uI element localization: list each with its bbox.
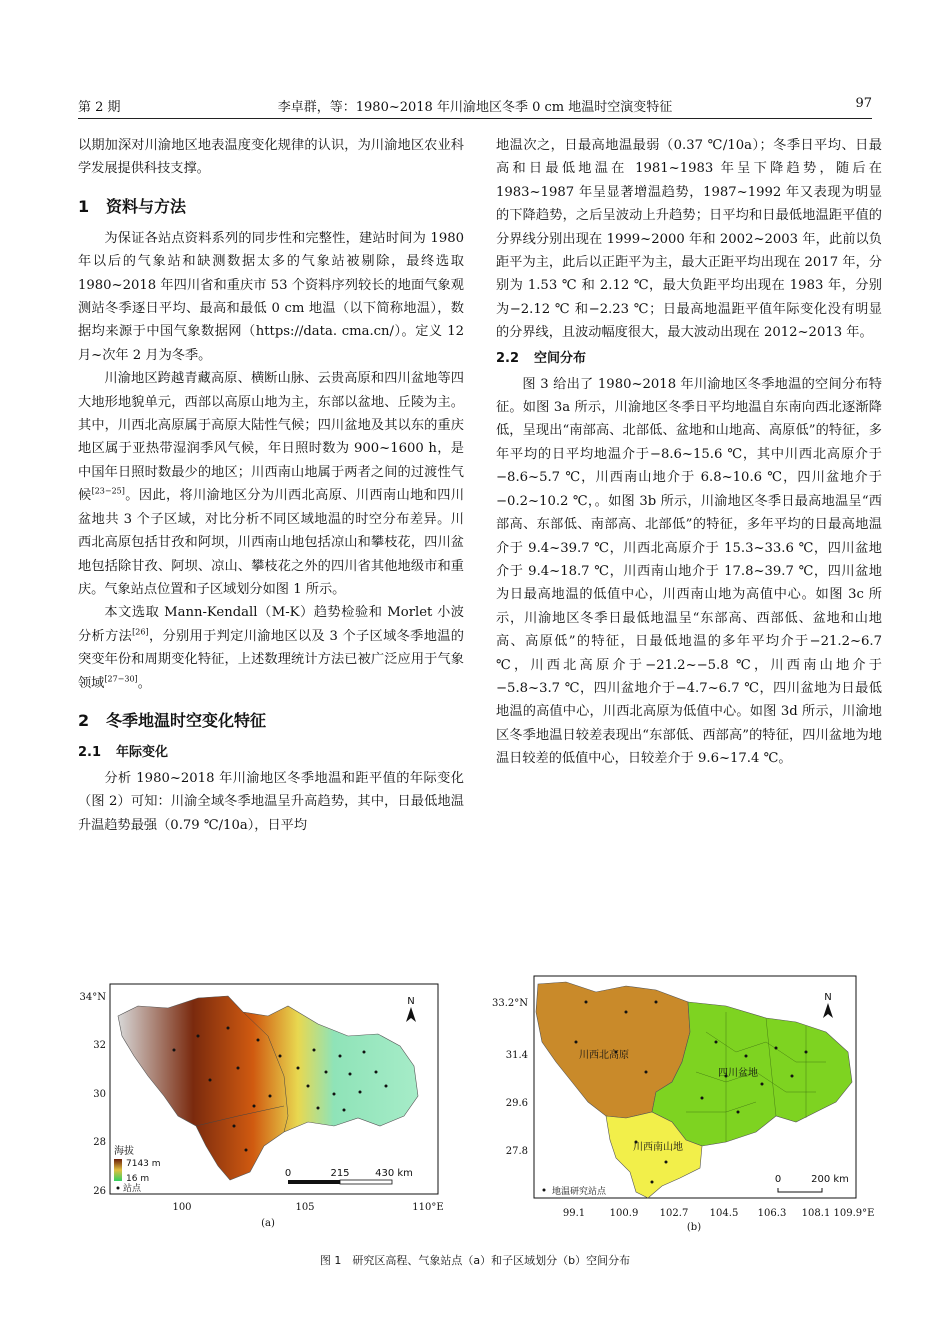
- lat-label: 32: [93, 1040, 106, 1051]
- figure-1a-elevation-map: [78, 976, 450, 1234]
- running-header: [78, 92, 872, 119]
- svg-text:地温研究站点: 地温研究站点: [552, 1187, 607, 1197]
- lon-label: 99.1: [562, 1208, 586, 1219]
- lon-label: 110°E: [412, 1202, 444, 1213]
- lon-label: 100: [172, 1202, 192, 1213]
- lat-label: 33.2°N: [491, 998, 528, 1009]
- paragraph-interannual-cont: 地温次之，日最高地温最弱（0.37 ℃/10a）；冬季日平均、日最高和日最低地温在 1981~1983 年呈下降趋势，随后在 1983~1987 年呈显著增温趋势，1987~1992 年又表现为明显的下降趋势，之后呈波动上升趋势；日平均和日最低地温距平值的分界线分别出现在 1999~2000 年和 2002~2003 年，此前以负距平为主，此后以正距平为主，最大正距平均出现在 2017 年，分别为 1.53 ℃ 和 2.12 ℃，最大负距平均出现在 1983 年，分别为−2.12 ℃ 和−2.23 ℃；日最高地温距平值年际变化没有明显的分界线，且波动幅度很大，最大波动出现在 2012~2013 年。: [496, 138, 882, 341]
- lat-label: 31.4: [505, 1050, 528, 1061]
- svg-text:16 m: 16 m: [126, 1174, 150, 1184]
- lat-label: 26: [93, 1186, 106, 1197]
- region-label-sw: 川西南山地: [633, 1142, 683, 1153]
- svg-text:0: 0: [774, 1174, 782, 1185]
- svg-text:200 km: 200 km: [811, 1174, 849, 1185]
- section-2-heading: 2 冬季地温时空变化特征: [78, 710, 267, 730]
- citation[interactable]: [26]: [132, 627, 149, 637]
- lat-label: 30: [93, 1089, 106, 1100]
- lon-label: 108.1: [801, 1208, 831, 1219]
- paragraph-region: 川渝地区跨越青藏高原、横断山脉、云贵高原和四川盆地等四大地形地貌单元，西部以高原山地为主，东部以盆地、丘陵为主。其中，川西北高原属于高原大陆性气候；四川盆地及其以东的重庆地区属于亚热带湿润季风气候，年日照时数为 900~1600 h，是中国年日照时数最少的地区；川西南山地属于两者之间的过渡性气候[23−25]。因此，将川渝地区分为川西北高原、川西南山地和四川盆地共 3 个子区域，对比分析不同区域地温的时空分布差异。川西北高原包括甘孜和阿坝，川西南山地包括凉山和攀枝花，四川盆地包括除甘孜、阿坝、凉山、攀枝花之外的四川省其他地级市和重庆。气象站点位置和子区域划分如图 1 所示。: [78, 371, 465, 597]
- lat-label: 34°N: [79, 992, 106, 1003]
- svg-text:7143 m: 7143 m: [126, 1159, 161, 1169]
- paragraph-intro-end: 以期加深对川渝地区地表温度变化规律的认识，为川渝地区农业科学发展提供科技支撑。: [78, 138, 464, 177]
- lon-label: 100.9: [609, 1208, 639, 1219]
- paragraph-interannual: 分析 1980~2018 年川渝地区冬季地温和距平值的年际变化（图 2）可知：川渝全域冬季地温呈升高趋势，其中，日最低地温升温趋势最强（0.79 ℃/10a），日平均: [78, 770, 464, 833]
- section-1-heading: 1 资料与方法: [78, 196, 187, 216]
- lon-label: 105: [295, 1202, 315, 1213]
- svg-text:N: N: [824, 992, 832, 1003]
- figure-caption: 图 1 研究区高程、气象站点（a）和子区域划分（b）空间分布: [319, 1254, 631, 1267]
- lat-label: 27.8: [505, 1146, 528, 1157]
- region-label-nw: 川西北高原: [579, 1050, 629, 1061]
- lon-label: 102.7: [659, 1208, 689, 1219]
- svg-text:海拔: 海拔: [114, 1146, 134, 1157]
- issue-number: 第 2 期: [78, 100, 121, 115]
- right-column: [496, 134, 882, 771]
- lon-label: 106.3: [757, 1208, 787, 1219]
- left-column: [78, 134, 464, 837]
- citation[interactable]: [23−25]: [91, 486, 125, 496]
- figure-1b-subregion-map: [476, 972, 880, 1234]
- svg-text:430 km: 430 km: [375, 1168, 413, 1179]
- panel-label: (b): [686, 1222, 702, 1233]
- svg-text:215: 215: [330, 1168, 350, 1179]
- svg-text:0: 0: [284, 1168, 292, 1179]
- region-label-basin: 四川盆地: [718, 1068, 758, 1079]
- paragraph-spatial: 图 3 给出了 1980~2018 年川渝地区冬季地温的空间分布特征。如图 3a 所示，川渝地区冬季日平均地温自东南向西北逐渐降低，呈现出“南部高、北部低、盆地和山地高、高原低”的特征，多年平均的日平均地温介于−8.6~15.6 ℃，其中川西北高原介于−8.6~5.7 ℃，川西南山地介于 6.8~10.6 ℃，四川盆地介于−0.2~10.2 ℃，。如图 3b 所示，川渝地区冬季日最高地温呈“西部高、东部低、南部高、北部低”的特征，多年平均的日最高地温介于 9.4~39.7 ℃，川西北高原介于 15.3~33.6 ℃，四川盆地介于 9.4~18.7 ℃，川西南山地介于 17.8~39.7 ℃，四川盆地为日最高地温的低值中心，川西南山地为高值中心。如图 3c 所示，川渝地区冬季日最低地温呈“东部高、西部低、盆地和山地高、高原低”的特征，日最低地温的多年平均介于−21.2~6.7 ℃，川西北高原介于−21.2~−5.8 ℃，川西南山地介于−5.8~3.7 ℃，四川盆地介于−4.7~6.7 ℃，四川盆地为日最低地温的高值中心，川西北高原为低值中心。如图 3d 所示，川渝地区冬季地温日较差表现出“东部低、西部高”的特征，四川盆地为地温日较差的低值中心，日较差介于 9.6~17.4 ℃。: [496, 376, 882, 767]
- page-number: 97: [855, 96, 872, 111]
- citation[interactable]: [27−30]: [104, 674, 138, 684]
- svg-text:N: N: [407, 996, 415, 1007]
- section-2-2-heading: 2.2 空间分布: [496, 350, 587, 366]
- lon-label: 109.9°E: [833, 1208, 875, 1219]
- svg-text:站点: 站点: [123, 1184, 142, 1194]
- lat-label: 28: [93, 1137, 106, 1148]
- paragraph-data: 为保证各站点资料系列的同步性和完整性，建站时间为 1980 年以后的气象站和缺测数据太多的气象站被剔除，最终选取 1980~2018 年四川省和重庆市 53 个资料序列较长的地面气象观测站冬季逐日平均、最高和最低 0 cm 地温（以下简称地温），数据均来源于中国气象数据网（https://data. cma.cn/）。定义 12 月~次年 2 月为冬季。: [78, 230, 464, 363]
- station-legend: [543, 1185, 608, 1197]
- lat-label: 29.6: [505, 1098, 528, 1109]
- paragraph-methods: 本文选取 Mann-Kendall（M-K）趋势检验和 Morlet 小波分析方法[26]，分别用于判定川渝地区以及 3 个子区域冬季地温的突变年份和周期变化特征，上述数理统计方法已被广泛应用于气象领域[27−30]。: [78, 605, 464, 691]
- running-title: 李卓群，等：1980~2018 年川渝地区冬季 0 cm 地温时空演变特征: [277, 100, 673, 115]
- lon-label: 104.5: [709, 1208, 739, 1219]
- section-2-1-heading: 2.1 年际变化: [78, 744, 169, 760]
- panel-label: (a): [261, 1218, 275, 1229]
